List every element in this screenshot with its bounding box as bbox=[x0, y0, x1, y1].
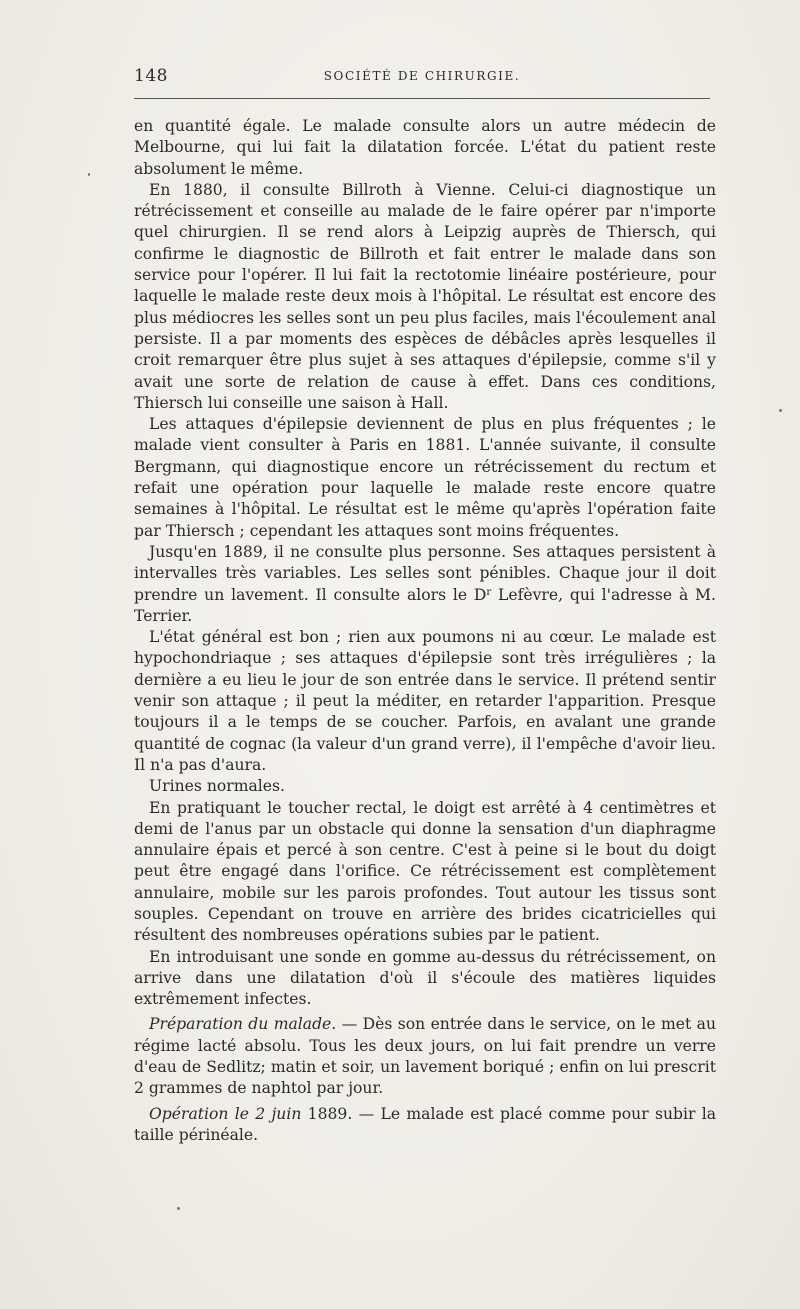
operation-heading: Opération le 2 juin bbox=[149, 1104, 302, 1123]
preparation-heading: Préparation du malade. bbox=[149, 1015, 337, 1034]
header-rule bbox=[134, 98, 710, 99]
paragraph-4-superscript: r bbox=[486, 586, 492, 598]
paragraph-6: Urines normales. bbox=[149, 777, 285, 796]
paper-speck bbox=[177, 1207, 180, 1210]
paragraph-preparation bbox=[134, 1014, 716, 1099]
paragraph-7: En pratiquant le toucher rectal, le doigt est arrêté à 4 centimètres et demi de l'anus par un obstacle qui donne la sensation d'un diaphragme annulaire épais et percé à son centre. C'est à peine si le bout du doigt peut être engagé dans l'orifice. Ce rétrécissement est complètement annulaire, mobile sur les parois profondes. Tout autour les tissus sont souples. Cependant on trouve en arrière des brides cicatricielles qui résultent des nombreuses opérations subies par le patient. bbox=[134, 798, 716, 945]
running-title: SOCIÉTÉ DE CHIRURGIE. bbox=[323, 69, 521, 83]
paragraph-operation bbox=[134, 1104, 716, 1147]
paragraph-5: L'état général est bon ; rien aux poumons ni au cœur. Le malade est hypochondriaque ; ses attaques d'épilepsie sont très irrégulières ; la dernière a eu lieu le jour de son entrée dans le service. Il prétend sentir venir son attaque ; il peut la méditer, en retarder l'apparition. Presque toujours il a le temps de se coucher. Parfois, en avalant une grande quantité de cognac (la valeur d'un grand verre), il l'empêche d'avoir lieu. Il n'a pas d'aura. bbox=[134, 628, 716, 774]
paper-speck bbox=[88, 173, 90, 176]
paragraph-4-text-end: Lefèvre, qui l'adresse à M. Terrier. bbox=[134, 585, 716, 625]
paragraph-1: en quantité égale. Le malade consulte alors un autre médecin de Melbourne, qui lui fait la dilatation forcée. L'état du patient reste absolument le même. bbox=[134, 117, 716, 178]
paragraph-4 bbox=[134, 542, 716, 627]
page-header bbox=[132, 66, 712, 88]
operation-text: 1889. — Le malade est placé comme pour subir la taille périnéale. bbox=[134, 1104, 716, 1144]
paper-speck bbox=[779, 409, 782, 412]
paragraph-8: En introduisant une sonde en gomme au-dessus du rétrécissement, on arrive dans une dilatation d'où il s'écoule des matières liquides extrêmement infectes. bbox=[134, 947, 716, 1009]
paragraph-3: Les attaques d'épilepsie deviennent de plus en plus fréquentes ; le malade vient consulter à Paris en 1881. L'année suivante, il consulte Bergmann, qui diagnostique encore un rétrécissement du rectum et refait une opération pour laquelle le malade reste encore quatre semaines à l'hôpital. Le résultat est le même qu'après l'opération faite par Thiersch ; cependant les attaques sont moins fréquentes. bbox=[134, 415, 716, 540]
preparation-text: — Dès son entrée dans le service, on le met au régime lacté absolu. Tous les deux jours, on lui fait prendre un verre d'eau de Sedlitz; matin et soir, un lavement boriqué ; enfin on lui prescrit 2 grammes de naphtol par jour. bbox=[134, 1015, 716, 1098]
page-number: 148 bbox=[134, 66, 168, 86]
body-text bbox=[134, 116, 716, 1146]
paragraph-2: En 1880, il consulte Billroth à Vienne. Celui-ci diagnostique un rétrécissement et conseille au malade de le faire opérer par n'importe quel chirurgien. Il se rend alors à Leipzig auprès de Thiersch, qui confirme le diagnostic de Billroth et fait entrer le malade dans son service pour l'opérer. Il lui fait la rectotomie linéaire postérieure, pour laquelle le malade reste deux mois à l'hôpital. Le résultat est encore des plus médiocres les selles sont un peu plus faciles, mais l'écoulement anal persiste. Il a par moments des espèces de débâcles après lesquelles il croit remarquer être plus sujet à ses attaques d'épilepsie, comme s'il y avait une sorte de relation de cause à effet. Dans ces conditions, Thiersch lui conseille une saison à Hall. bbox=[134, 180, 716, 412]
paragraph-4-text: Jusqu'en 1889, il ne consulte plus personne. Ses attaques persistent à intervalles très variables. Les selles sont pénibles. Chaque jour il doit prendre un lavement. Il consulte alors le D bbox=[134, 542, 716, 604]
